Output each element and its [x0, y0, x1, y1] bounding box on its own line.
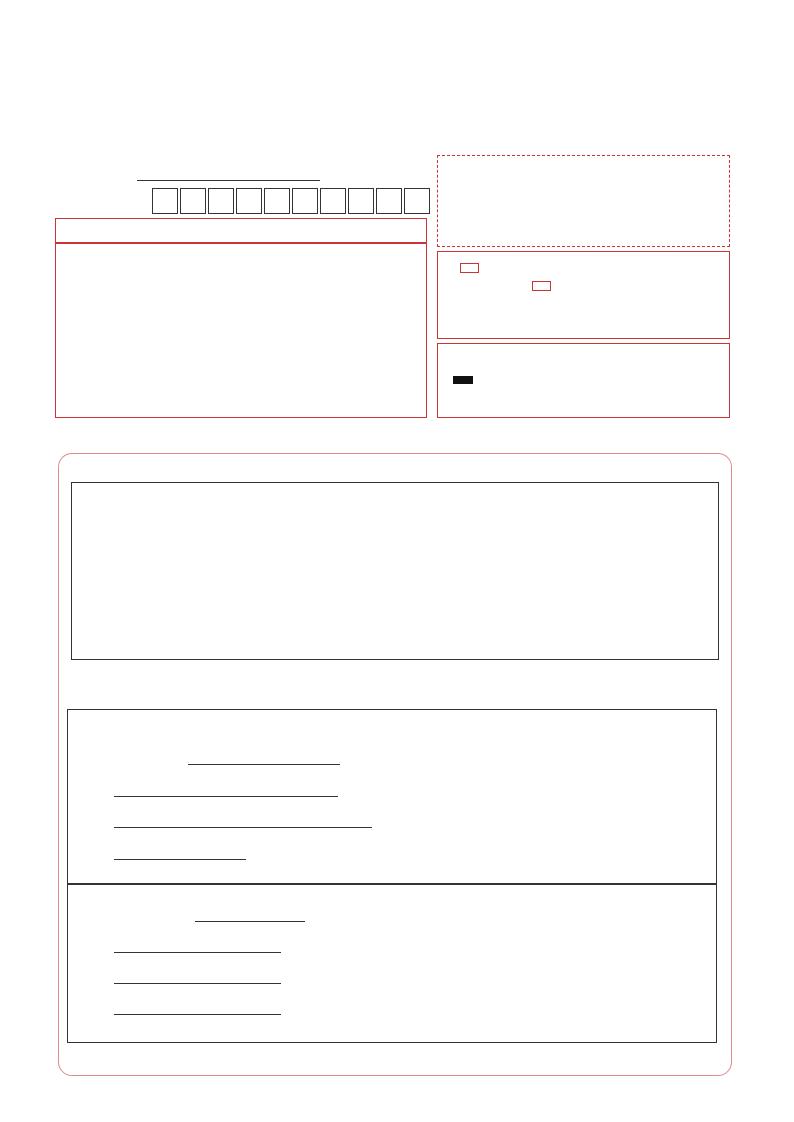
barcode-area — [437, 155, 730, 247]
notice-heading — [55, 218, 427, 243]
correct-mark — [453, 376, 473, 384]
q9-answer-2[interactable] — [114, 796, 338, 797]
q9-answer-4[interactable] — [114, 859, 246, 860]
id-number-boxes[interactable] — [152, 188, 432, 214]
top-timing-marks — [50, 38, 746, 50]
part1-box — [71, 482, 719, 660]
q10-box — [67, 883, 717, 1043]
q9-answer-1[interactable] — [188, 764, 340, 765]
absent-mark[interactable] — [460, 263, 479, 273]
notice-body — [55, 243, 427, 418]
violation-mark[interactable] — [532, 281, 551, 291]
q10-answer-2[interactable] — [114, 952, 281, 953]
name-field[interactable] — [137, 180, 320, 181]
q9-answer-3[interactable] — [114, 827, 372, 828]
fill-sample-box — [437, 343, 730, 418]
forbidden-box — [437, 251, 730, 339]
q10-answer-1[interactable] — [195, 921, 305, 922]
q10-answer-3[interactable] — [114, 983, 281, 984]
q10-answer-4[interactable] — [114, 1014, 281, 1015]
